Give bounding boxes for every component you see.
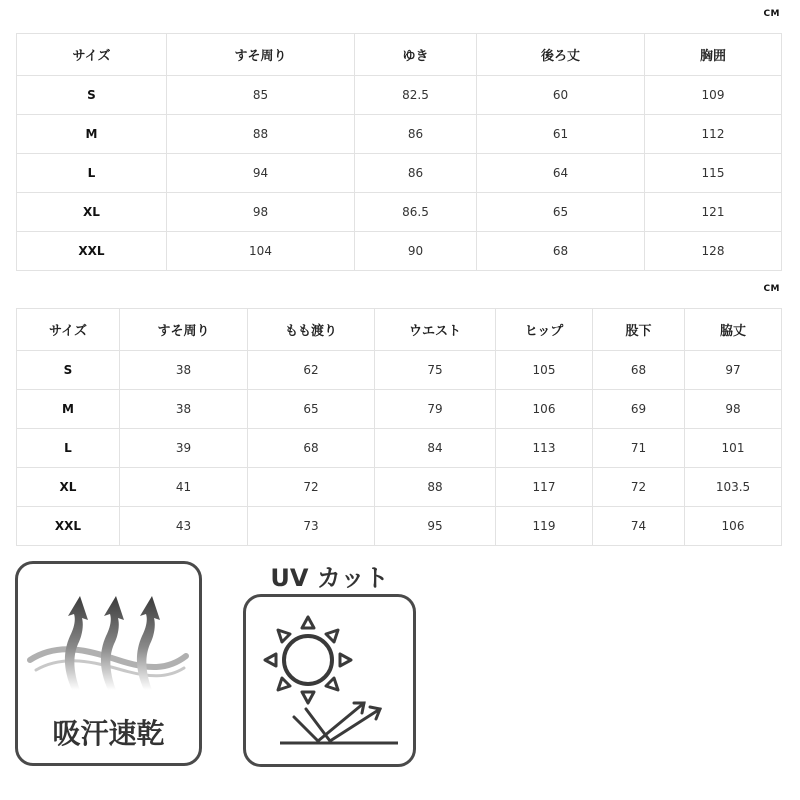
bottom-table-header-cell: すそ周り (120, 309, 248, 351)
measurement-cell: 43 (120, 507, 248, 546)
measurement-cell: 68 (248, 429, 375, 468)
measurement-cell: 109 (645, 76, 782, 115)
measurement-cell: 74 (593, 507, 685, 546)
top-table-body (17, 34, 782, 271)
table-row (17, 351, 782, 390)
table-row (17, 154, 782, 193)
uv-cut-badge (243, 594, 416, 767)
size-label-cell: XL (17, 193, 167, 232)
bottom-table-header-cell: もも渡り (248, 309, 375, 351)
measurement-cell: 105 (496, 351, 593, 390)
bottom-table-body (17, 309, 782, 546)
size-label-cell: M (17, 115, 167, 154)
measurement-cell: 88 (167, 115, 355, 154)
measurement-cell: 84 (375, 429, 496, 468)
measurement-cell: 98 (685, 390, 782, 429)
size-label-cell: XL (17, 468, 120, 507)
measurement-cell: 128 (645, 232, 782, 271)
top-table-header-cell: 後ろ丈 (477, 34, 645, 76)
measurement-cell: 98 (167, 193, 355, 232)
measurement-cell: 103.5 (685, 468, 782, 507)
measurement-cell: 104 (167, 232, 355, 271)
measurement-cell: 75 (375, 351, 496, 390)
top-table-header-cell: すそ周り (167, 34, 355, 76)
measurement-cell: 65 (248, 390, 375, 429)
measurement-cell: 94 (167, 154, 355, 193)
top-table-header-cell: ゆき (355, 34, 477, 76)
measurement-cell: 117 (496, 468, 593, 507)
measurement-cell: 64 (477, 154, 645, 193)
table-row (17, 468, 782, 507)
unit-label-top: CM (763, 9, 780, 19)
table-row (17, 507, 782, 546)
measurement-cell: 72 (593, 468, 685, 507)
top-table-header-cell: 胸囲 (645, 34, 782, 76)
table-row (17, 76, 782, 115)
measurement-cell: 72 (248, 468, 375, 507)
bottom-table-header-cell: 脇丈 (685, 309, 782, 351)
measurement-cell: 38 (120, 351, 248, 390)
sun-uv-icon (246, 597, 413, 764)
table-row (17, 390, 782, 429)
measurement-cell: 85 (167, 76, 355, 115)
size-label-cell: XXL (17, 507, 120, 546)
top-table-header-cell: サイズ (17, 34, 167, 76)
size-label-cell: XXL (17, 232, 167, 271)
measurement-cell: 79 (375, 390, 496, 429)
measurement-cell: 90 (355, 232, 477, 271)
measurement-cell: 68 (593, 351, 685, 390)
measurement-cell: 39 (120, 429, 248, 468)
measurement-cell: 106 (685, 507, 782, 546)
bottom-table-header-cell: ヒップ (496, 309, 593, 351)
measurement-cell: 121 (645, 193, 782, 232)
uv-cut-title: UV カット (270, 564, 389, 592)
measurement-cell: 38 (120, 390, 248, 429)
sweat-wicking-icon (18, 572, 199, 702)
measurement-cell: 97 (685, 351, 782, 390)
unit-label-bottom: CM (763, 284, 780, 294)
measurement-cell: 61 (477, 115, 645, 154)
top-size-table (16, 33, 782, 271)
measurement-cell: 65 (477, 193, 645, 232)
measurement-cell: 86.5 (355, 193, 477, 232)
quick-dry-label: 吸汗速乾 (52, 717, 165, 750)
measurement-cell: 115 (645, 154, 782, 193)
bottom-size-table (16, 308, 782, 546)
measurement-cell: 95 (375, 507, 496, 546)
measurement-cell: 119 (496, 507, 593, 546)
measurement-cell: 41 (120, 468, 248, 507)
measurement-cell: 82.5 (355, 76, 477, 115)
size-label-cell: L (17, 154, 167, 193)
size-label-cell: M (17, 390, 120, 429)
size-label-cell: L (17, 429, 120, 468)
measurement-cell: 101 (685, 429, 782, 468)
measurement-cell: 86 (355, 115, 477, 154)
table-row (17, 115, 782, 154)
measurement-cell: 69 (593, 390, 685, 429)
measurement-cell: 113 (496, 429, 593, 468)
top-table-header-row (17, 34, 782, 76)
measurement-cell: 73 (248, 507, 375, 546)
quick-dry-badge (15, 561, 202, 766)
measurement-cell: 88 (375, 468, 496, 507)
table-row (17, 232, 782, 271)
table-row (17, 429, 782, 468)
size-label-cell: S (17, 351, 120, 390)
measurement-cell: 60 (477, 76, 645, 115)
bottom-table-header-row (17, 309, 782, 351)
size-label-cell: S (17, 76, 167, 115)
measurement-cell: 106 (496, 390, 593, 429)
measurement-cell: 86 (355, 154, 477, 193)
measurement-cell: 71 (593, 429, 685, 468)
bottom-table-header-cell: サイズ (17, 309, 120, 351)
bottom-table-header-cell: 股下 (593, 309, 685, 351)
bottom-table-header-cell: ウエスト (375, 309, 496, 351)
measurement-cell: 62 (248, 351, 375, 390)
table-row (17, 193, 782, 232)
measurement-cell: 68 (477, 232, 645, 271)
measurement-cell: 112 (645, 115, 782, 154)
